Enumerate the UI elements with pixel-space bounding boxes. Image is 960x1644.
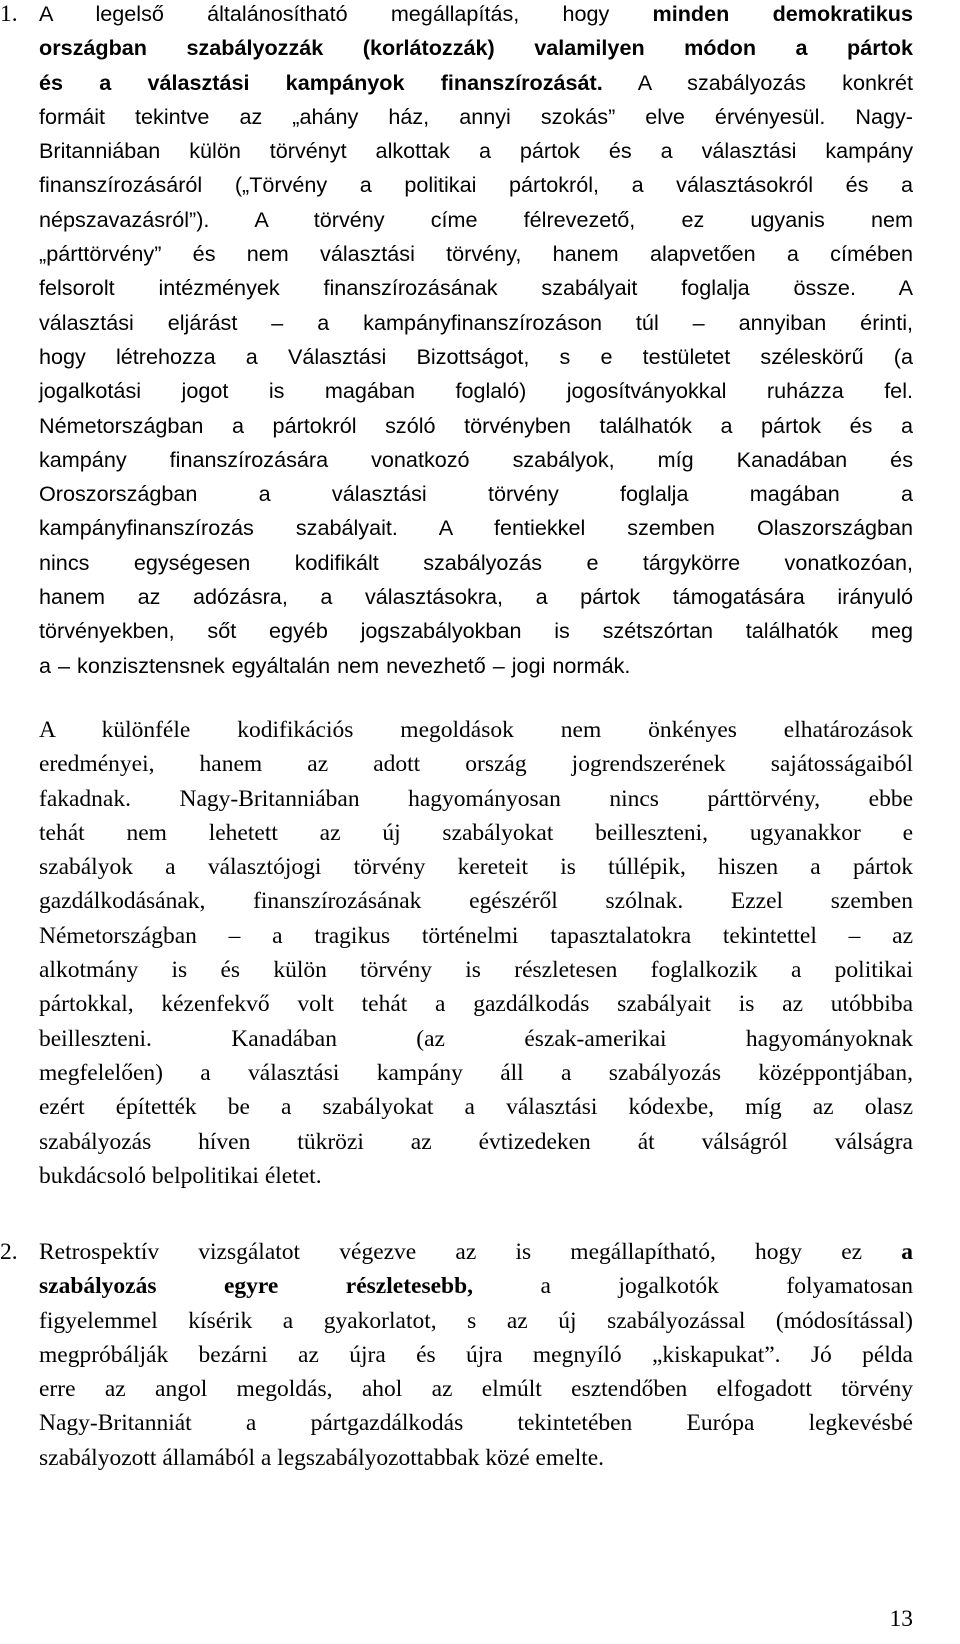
- text-line: [39, 1441, 913, 1475]
- text-run: A szabályozás konkrét: [602, 69, 913, 95]
- text-run: Britanniában külön törvényt alkottak a pártok és a választási kampány: [39, 138, 913, 164]
- text-run: „párttörvény” és nem választási törvény, hanem alapvetően a címében: [39, 241, 913, 267]
- text-line: [39, 237, 913, 271]
- text-line: [39, 953, 913, 987]
- text-line: [39, 1056, 913, 1090]
- text-line: [39, 271, 913, 305]
- text-line: [39, 374, 913, 408]
- text-line: [39, 1125, 913, 1159]
- text-line: [39, 614, 913, 648]
- text-run: gazdálkodásának, finanszírozásának egészéről szólnak. Ezzel szemben: [39, 888, 913, 915]
- text-line: [39, 850, 913, 884]
- text-run: megfelelően) a választási kampány áll a szabályozás középpontjában,: [39, 1059, 913, 1086]
- text-line: [39, 1304, 913, 1338]
- paragraph: [39, 0, 913, 683]
- text-line: [39, 168, 913, 202]
- text-line: [39, 0, 913, 31]
- text-run: Németországban a pártokról szóló törvényben találhatók a pártok és a: [39, 412, 913, 438]
- text-run: hogy létrehozza a Választási Bizottságot, s e testületet széleskörű (a: [39, 343, 913, 369]
- text-line: [39, 1235, 913, 1269]
- text-line: [39, 443, 913, 477]
- text-line: [39, 511, 913, 545]
- text-run: A különféle kodifikációs megoldások nem önkényes elhatározások: [39, 717, 913, 743]
- text-run: szabályozás híven tükrözi az évtizedeken át válságról válságra: [39, 1128, 913, 1155]
- list-item-number: 1.: [0, 1, 18, 27]
- text-line: [39, 1338, 913, 1372]
- text-run: felsorolt intézmények finanszírozásának szabályait foglalja össze. A: [39, 275, 913, 301]
- text-run: törvényekben, sőt egyéb jogszabályokban is szétszórtan találhatók meg: [39, 618, 913, 644]
- paragraph: [39, 1235, 913, 1475]
- text-run: fakadnak. Nagy-Britanniában hagyományosan nincs párttörvény, ebbe: [39, 785, 913, 812]
- text-run: a – konzisztensnek egyáltalán nem nevezhető – jogi normák.: [39, 652, 631, 678]
- bold-text: szabályozás egyre részletesebb,: [39, 1273, 474, 1300]
- text-line: [39, 546, 913, 580]
- text-line: [39, 409, 913, 443]
- text-run: Németországban – a tragikus történelmi tapasztalatokra tekintettel – az: [39, 922, 913, 949]
- bold-text: országban szabályozzák (korlátozzák) valamilyen módon a pártok: [39, 35, 913, 61]
- text-run: a jogalkotók folyamatosan: [473, 1273, 913, 1300]
- paragraph: [39, 713, 913, 1193]
- text-run: szabályok a választójogi törvény kereteit is túllépik, hiszen a pártok: [39, 854, 913, 881]
- text-line: [39, 31, 913, 65]
- text-line: [39, 100, 913, 134]
- text-line: [39, 713, 913, 747]
- page-number: 13: [889, 1606, 913, 1632]
- text-line: [39, 919, 913, 953]
- text-run: szabályozott államából a legszabályozottabbak közé emelte.: [39, 1444, 605, 1471]
- text-run: eredményei, hanem az adott ország jogrendszerének sajátosságaiból: [39, 751, 913, 778]
- bold-text: és a választási kampányok finanszírozását.: [39, 69, 603, 95]
- text-line: [39, 1090, 913, 1124]
- text-run: erre az angol megoldás, ahol az elmúlt esztendőben elfogadott törvény: [39, 1376, 913, 1403]
- text-line: [39, 1269, 913, 1303]
- text-run: Nagy-Britanniát a pártgazdálkodás tekintetében Európa legkevésbé: [39, 1410, 913, 1437]
- text-run: formáit tekintve az „ahány ház, annyi szokás” elve érvényesül. Nagy-: [39, 103, 913, 129]
- text-run: megpróbálják bezárni az újra és újra megnyíló „kiskapukat”. Jó példa: [39, 1341, 913, 1368]
- text-line: [39, 987, 913, 1021]
- text-run: alkotmány is és külön törvény is részletesen foglalkozik a politikai: [39, 957, 913, 984]
- bold-text: a: [901, 1239, 913, 1265]
- bold-text: minden demokratikus: [652, 1, 913, 26]
- text-run: választási eljárást – a kampányfinanszírozáson túl – annyiban érinti,: [39, 309, 913, 335]
- text-run: bukdácsoló belpolitikai életet.: [39, 1162, 322, 1189]
- text-line: [39, 782, 913, 816]
- text-line: [39, 816, 913, 850]
- text-line: [39, 649, 913, 683]
- text-line: [39, 1406, 913, 1440]
- list-item-number: 2.: [0, 1239, 18, 1265]
- text-run: Retrospektív vizsgálatot végezve az is megállapítható, hogy ez: [39, 1239, 902, 1265]
- text-run: pártokkal, kézenfekvő volt tehát a gazdálkodás szabályait is az utóbbiba: [39, 991, 913, 1018]
- text-line: [39, 884, 913, 918]
- text-line: [39, 66, 913, 100]
- text-line: [39, 203, 913, 237]
- text-run: nincs egységesen kodifikált szabályozás e tárgykörre vonatkozóan,: [39, 549, 913, 575]
- text-run: Oroszországban a választási törvény foglalja magában a: [39, 481, 913, 507]
- text-line: [39, 580, 913, 614]
- text-run: jogalkotási jogot is magában foglaló) jogosítványokkal ruházza fel.: [39, 378, 913, 404]
- text-run: népszavazásról”). A törvény címe félrevezető, ez ugyanis nem: [39, 206, 913, 232]
- text-run: A legelső általánosítható megállapítás, hogy: [39, 1, 653, 26]
- text-line: [39, 477, 913, 511]
- text-run: finanszírozásáról („Törvény a politikai pártokról, a választásokról és a: [39, 172, 913, 198]
- text-line: [39, 747, 913, 781]
- text-line: [39, 134, 913, 168]
- text-line: [39, 1022, 913, 1056]
- text-run: kampány finanszírozására vonatkozó szabályok, míg Kanadában és: [39, 446, 913, 472]
- text-run: hanem az adózásra, a választásokra, a pártok támogatására irányuló: [39, 584, 913, 610]
- text-line: [39, 1372, 913, 1406]
- text-run: kampányfinanszírozás szabályait. A fentiekkel szemben Olaszországban: [39, 515, 913, 541]
- text-line: [39, 1159, 913, 1193]
- text-line: [39, 306, 913, 340]
- text-run: tehát nem lehetett az új szabályokat beilleszteni, ugyanakkor e: [39, 819, 913, 846]
- text-run: beilleszteni. Kanadában (az észak-amerikai hagyományoknak: [39, 1025, 913, 1052]
- text-run: ezért építették be a szabályokat a választási kódexbe, míg az olasz: [39, 1094, 913, 1121]
- text-line: [39, 340, 913, 374]
- text-run: figyelemmel kísérik a gyakorlatot, s az új szabályozással (módosítással): [39, 1307, 913, 1334]
